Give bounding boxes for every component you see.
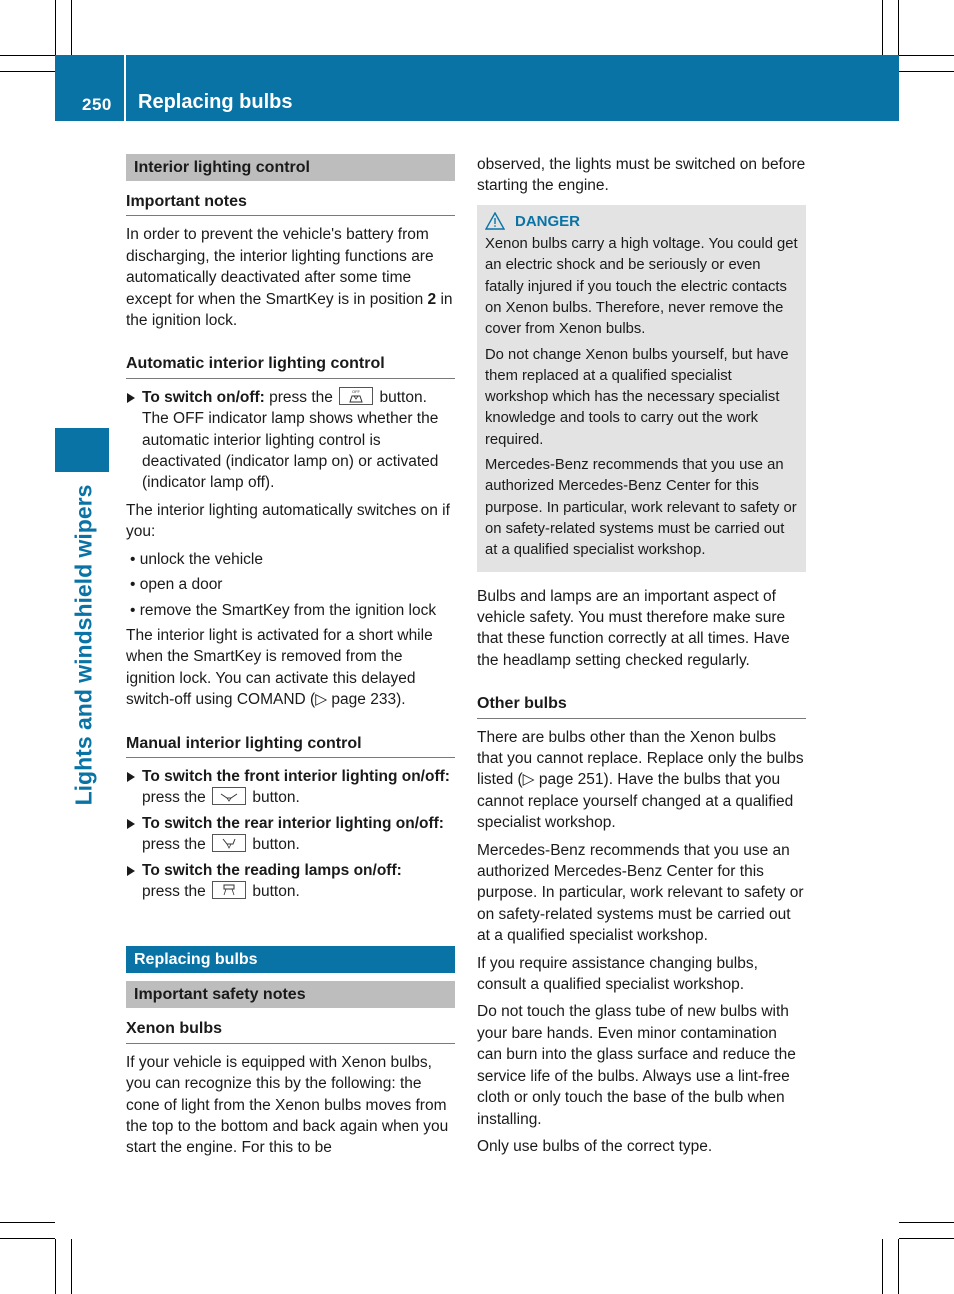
instruction-step: To switch the reading lamps on/off: press the button. (126, 860, 455, 903)
crop-mark (899, 71, 954, 72)
danger-paragraph: Xenon bulbs carry a high voltage. You could get an electric shock and be seriously or even fatally injured if you touch the electric contacts on Xenon bulbs. Therefore, never remove the cover from Xenon bulbs. (485, 236, 798, 338)
reading-lamp-button-icon (212, 881, 246, 899)
instruction-step: To switch the rear interior lighting on/off: press the button. (126, 813, 455, 856)
paragraph-auto-switches: The interior lighting automatically switches on if you: (126, 501, 450, 541)
crop-mark (55, 1239, 56, 1294)
crop-mark (882, 1239, 883, 1294)
crop-mark (898, 1239, 899, 1294)
warning-triangle-icon (485, 212, 505, 230)
side-chapter-label: Lights and windshield wipers (70, 484, 97, 806)
paragraph-bulbs-safety: Bulbs and lamps are an important aspect of vehicle safety. You must therefore make sure that these function correctly at all times. Have the headlamp setting checked regularly. (477, 587, 790, 669)
crop-mark (0, 1238, 55, 1239)
bullet-item: • unlock the vehicle (130, 550, 263, 568)
chapter-title: Replacing bulbs (138, 91, 293, 113)
subheading-manual-control: Manual interior lighting control (126, 733, 455, 758)
paragraph-other-bulbs: Only use bulbs of the correct type. (477, 1137, 713, 1155)
crop-mark (899, 1222, 954, 1223)
crop-mark (0, 71, 55, 72)
crop-mark (71, 1239, 72, 1294)
page-number: 250 (82, 95, 112, 114)
step-arrow-icon (127, 819, 135, 829)
crop-mark (55, 0, 56, 55)
instruction-step: To switch on/off: press the OFF button. The OFF indicator lamp shows whether the automatic interior lighting control is deactivated (indicator lamp on) or activated (indicator lamp off). (126, 387, 455, 494)
crop-mark (882, 0, 883, 55)
section-title-interior-lighting: Interior lighting control (126, 154, 455, 181)
subheading-xenon-bulbs: Xenon bulbs (126, 1018, 455, 1043)
paragraph-continued: observed, the lights must be switched on before starting the engine. (477, 156, 806, 195)
instruction-step: To switch the front interior lighting on/off: press the button. (126, 766, 455, 809)
section-title-replacing-bulbs: Replacing bulbs (126, 946, 455, 973)
crop-mark (0, 1222, 55, 1223)
crop-mark (0, 55, 55, 56)
subheading-other-bulbs: Other bulbs (477, 693, 806, 718)
crop-mark (898, 0, 899, 55)
step-arrow-icon (127, 772, 135, 782)
danger-paragraph: Mercedes-Benz recommends that you use an authorized Mercedes-Benz Center for this purpose. In particular, work relevant to safety or on safety-related systems must be carried out at a qualified specialist workshop. (485, 457, 797, 559)
paragraph-xenon-bulbs: If your vehicle is equipped with Xenon bulbs, you can recognize this by the following: the cone of light from the Xenon bulbs moves from the top to the bottom and back again when you start the engine. For this to be (126, 1053, 449, 1157)
danger-box (477, 205, 806, 572)
crop-mark (899, 55, 954, 56)
paragraph-other-bulbs: Do not touch the glass tube of new bulbs with your bare hands. Even minor contamination can burn into the glass surface and reduce the service life of the bulbs. Always use a lint-free cloth or only touch the base of the bulb when installing. (477, 1003, 796, 1128)
auto-lighting-button-icon (339, 387, 373, 405)
front-interior-light-button-icon (212, 787, 246, 805)
paragraph-other-bulbs: If you require assistance changing bulbs, consult a qualified specialist workshop. (477, 954, 758, 994)
left-column (126, 154, 455, 1165)
bullet-item: • open a door (130, 576, 223, 594)
paragraph-other-bulbs: There are bulbs other than the Xenon bulbs that you cannot replace. Replace only the bulbs listed (▷ page 251). Have the bulbs that you cannot replace yourself changed at a qualified specialist workshop. (477, 728, 804, 832)
paragraph-other-bulbs: Mercedes-Benz recommends that you use an authorized Mercedes-Benz Center for this purpose. In particular, work relevant to safety or on safety-related systems must be carried out at a qualified specialist workshop. (477, 841, 804, 945)
svg-text:OFF: OFF (352, 388, 361, 394)
subheading-important-notes: Important notes (126, 191, 455, 216)
paragraph-important-notes: In order to prevent the vehicle's battery from discharging, the interior lighting functions are automatically deactivated after some time except for when the SmartKey is in position 2 in the ignition lock. (126, 226, 453, 330)
danger-paragraph: Do not change Xenon bulbs yourself, but have them replaced at a qualified specialist workshop which has the necessary specialist knowledge and tools to carry out the work required. (485, 346, 789, 448)
crop-mark (71, 0, 72, 55)
step-arrow-icon (127, 393, 135, 403)
rear-interior-light-button-icon (212, 834, 246, 852)
crop-mark (899, 1238, 954, 1239)
danger-header: DANGER (485, 211, 798, 232)
bullet-item: • remove the SmartKey from the ignition lock (130, 601, 437, 619)
step-arrow-icon (127, 866, 135, 876)
right-column (477, 154, 806, 1163)
header-divider (124, 55, 126, 121)
section-title-safety-notes: Important safety notes (126, 981, 455, 1008)
paragraph-delayed-switch-off: The interior light is activated for a short while when the SmartKey is removed from the ignition lock. You can activate this delayed switch-off using COMAND (▷ page 233). (126, 626, 433, 709)
side-tab (55, 428, 109, 472)
subheading-automatic-control: Automatic interior lighting control (126, 353, 455, 378)
